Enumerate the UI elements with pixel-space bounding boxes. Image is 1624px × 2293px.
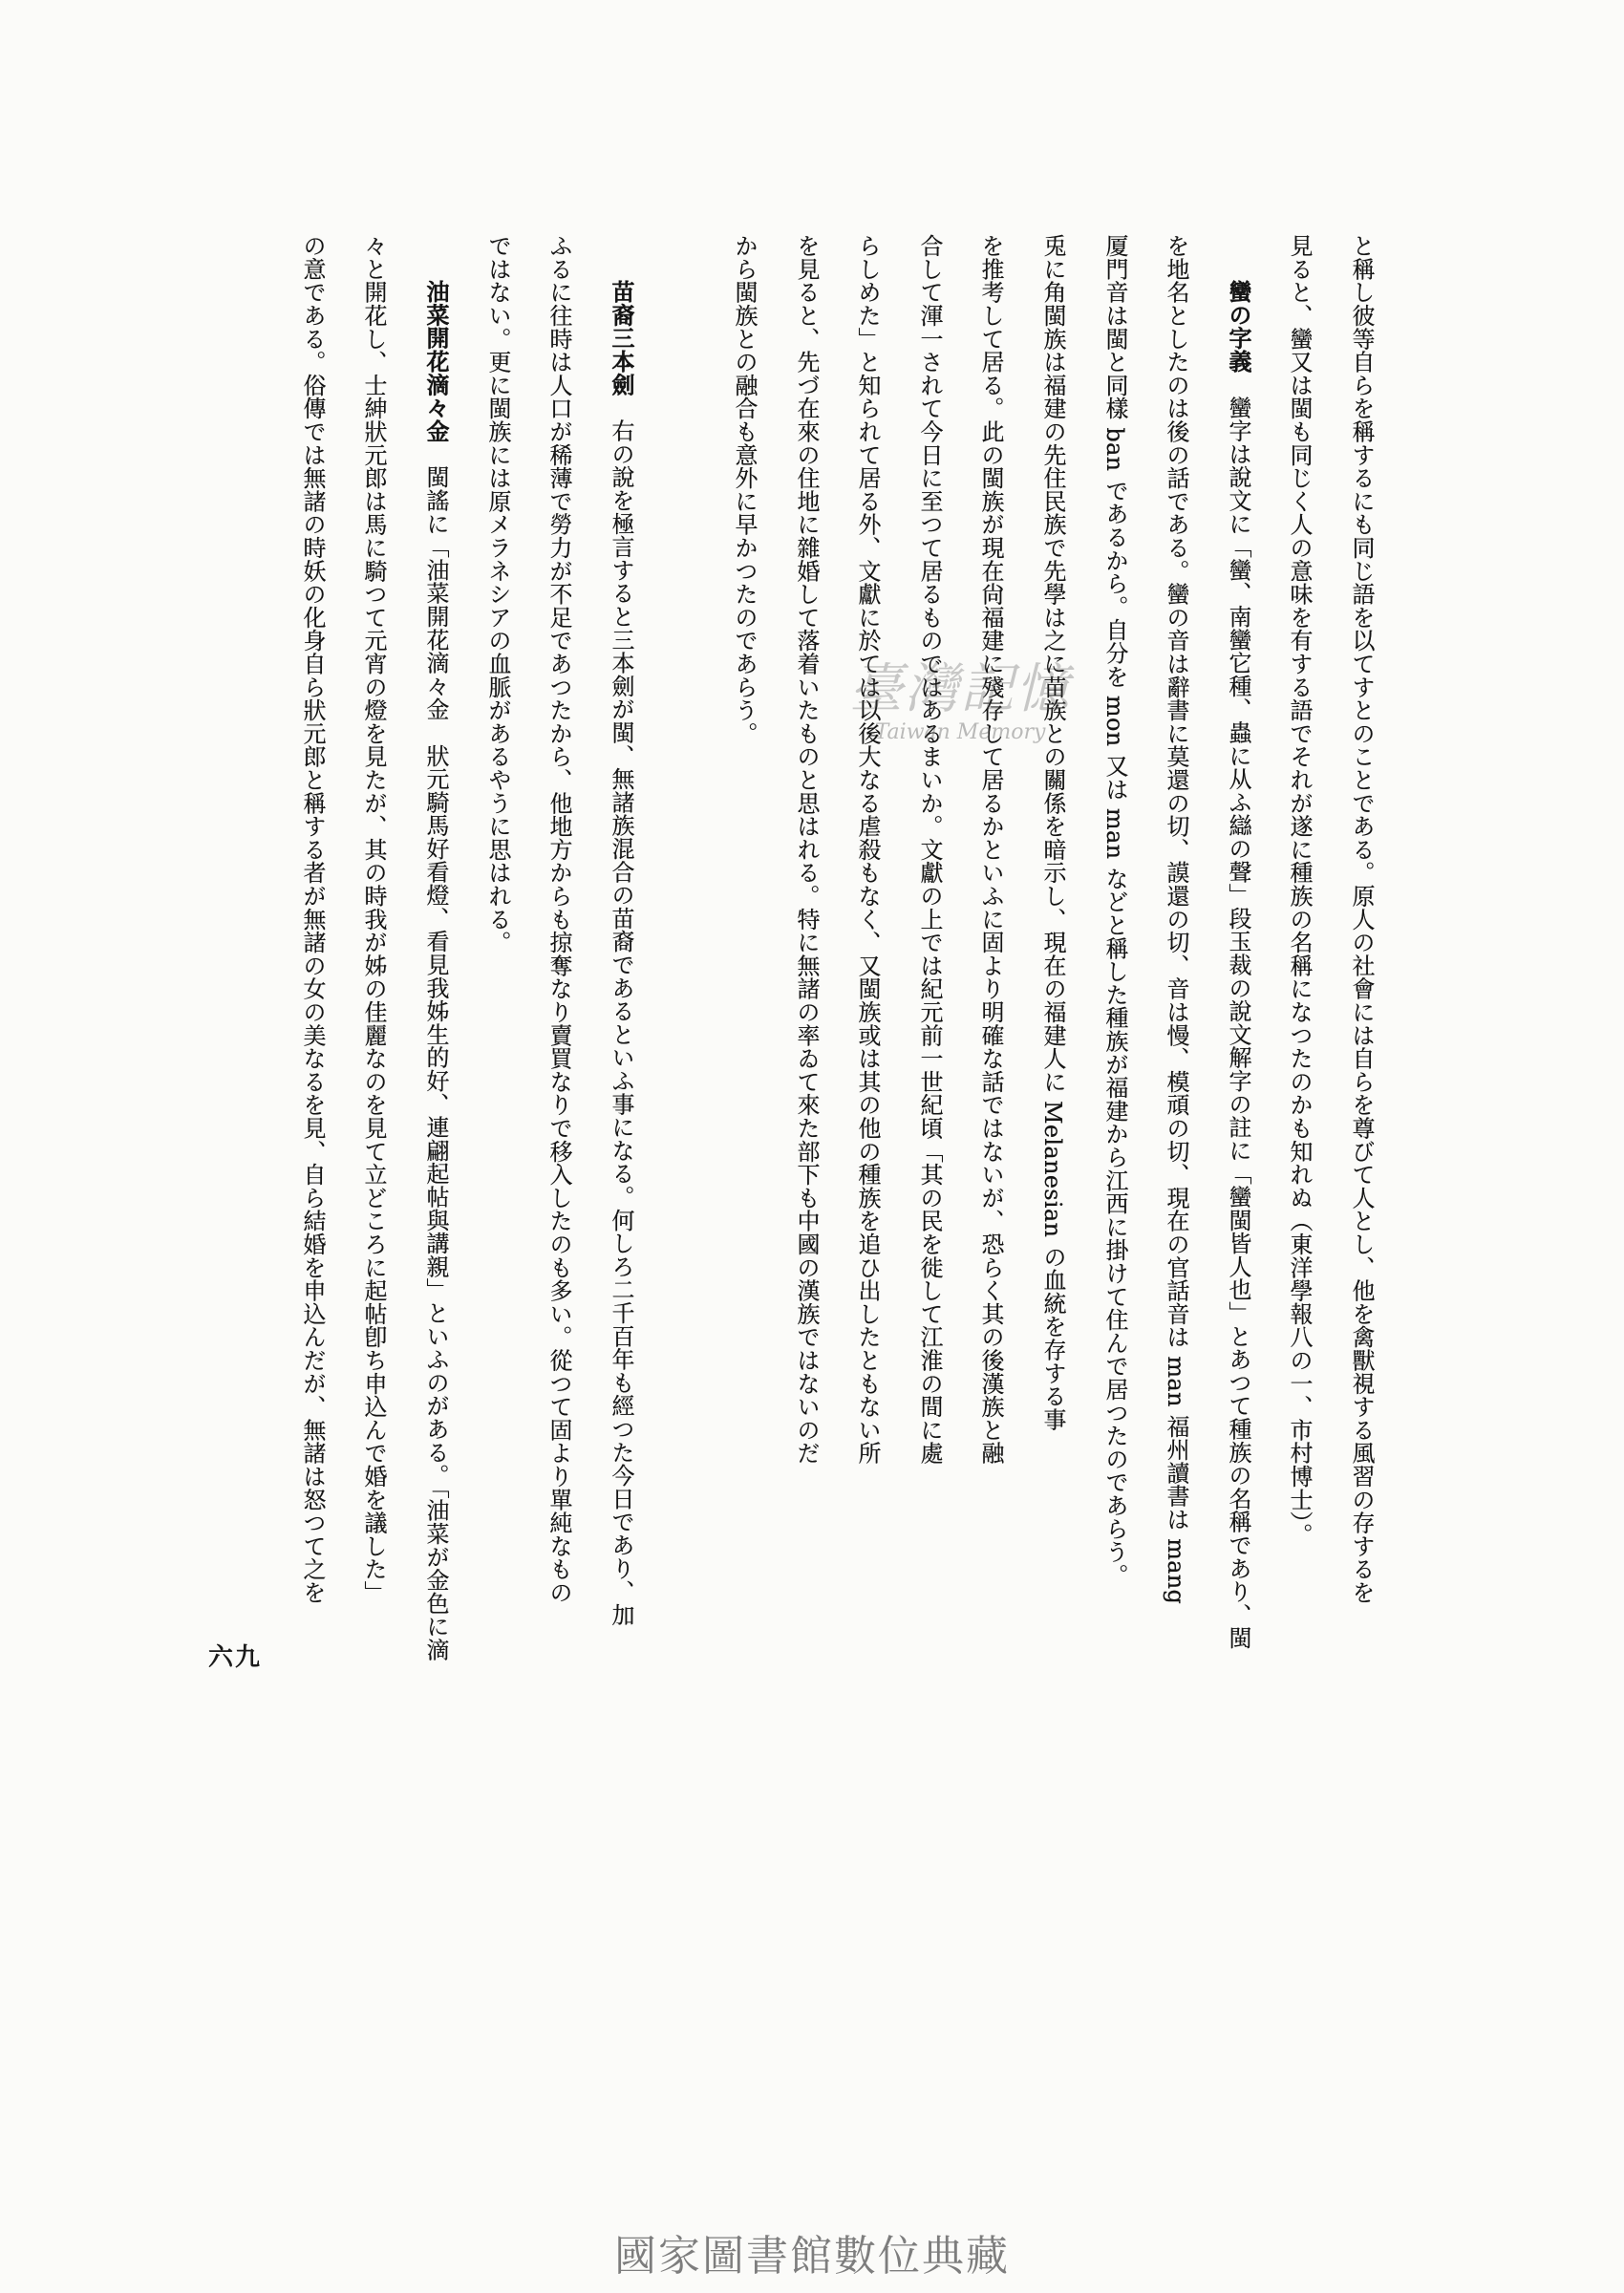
watermark-title: 臺灣記憶 <box>849 658 1071 720</box>
column-text: 右の說を極言すると三本劍が閩、無諸族混合の苗裔であるといふ事になる。何しろ二千百年も經つた今日であり、加 <box>608 418 634 1627</box>
text-column: を推考して居る。此の閩族が現在尙福建に殘存して居るかといふに固より明確な話ではないが、恐らく其の後漢族と融 <box>977 234 1004 1465</box>
text-column: 々と開花し、士紳狀元郎は馬に騎つて元宵の燈を見たが、其の時我が姊の佳麗なのを見て立どころに起帖卽ち申込んで婚を議した」 <box>360 234 387 1604</box>
text-column <box>419 280 452 1661</box>
watermark-subtitle: Taiwan Memory <box>874 720 1046 744</box>
text-column: らしめた」と知られて居る外、文獻に於ては以後大なる虐殺もなく、又閩族或は其の他の種族を追ひ出したともない所 <box>854 234 881 1465</box>
text-column: ではない。更に閩族には原メラネシアの血脈があるやうに思はれる。 <box>484 234 511 954</box>
text-column <box>1222 280 1254 1649</box>
page-number: 六九 <box>208 1643 263 1672</box>
column-text: 閩謠に「油菜開花滴々金 狀元騎馬好看燈、看見我姊生的好、連翩起帖與講親」といふのがある。「油菜が金色に滴 <box>422 465 449 1661</box>
text-column: 合して渾一されて今日に至つて居るものではあるまいか。文獻の上では紀元前一世紀頃「其の民を徙して江淮の間に處 <box>916 234 943 1465</box>
text-column: 見ると、蠻又は閩も同じく人の意味を有する語でそれが遂に種族の名稱になつたのかも知れぬ（東洋學報八の一、市村博士）。 <box>1286 234 1313 1547</box>
text-column: 兎に角閩族は福建の先住民族で先學は之に苗族との關係を暗示し、現在の福建人に Melanesian の血統を存する事 <box>1039 234 1066 1431</box>
text-column: 厦門音は閩と同樣 ban であるから。自分を mon 又は man などと稱した種族が福建から江西に掛けて住んで居つたのであらう。 <box>1101 234 1128 1587</box>
text-column <box>605 280 637 1626</box>
text-column: から閩族との融合も意外に早かつたのであらう。 <box>731 234 758 745</box>
section-heading: 油菜開花滴々金 <box>422 280 450 443</box>
text-column: と稱し彼等自らを稱するにも同じ語を以てすとのことである。原人の社會には自らを尊びて人とし、他を禽獸視する風習の存するを <box>1348 234 1375 1604</box>
section-heading: 苗裔三本劍 <box>608 280 635 396</box>
archive-footer: 國家圖書館數位典藏 <box>614 2232 1010 2281</box>
section-heading: 蠻の字義 <box>1225 280 1252 374</box>
text-column: の意である。俗傳では無諸の時妖の化身自ら狀元郎と稱する者が無諸の女の美なるを見、自ら結婚を申込んだが、無諸は怒つて之を <box>299 234 326 1604</box>
column-text: 蠻字は說文に「蠻、南蠻它種、蟲に从ふ䜌の聲」段玉裁の說文解字の註に「蠻閩皆人也」とあつて種族の名稱であり、閩 <box>1225 396 1251 1650</box>
text-column: を地名としたのは後の話である。蠻の音は辭書に莫還の切、謨還の切、音は慢、模頑の切、現在の官話音は man 福州讀書は mang <box>1163 234 1189 1605</box>
text-column: ふるに往時は人口が稀薄で勞力が不足であつたから、他地方からも掠奪なり賣買なりで移入したのも多い。從つて固より單純なもの <box>545 234 572 1604</box>
text-column: を見ると、先づ在來の住地に雜婚して落着いたものと思はれる。特に無諸の率ゐて來た部下も中國の漢族ではないのだ <box>793 234 820 1465</box>
